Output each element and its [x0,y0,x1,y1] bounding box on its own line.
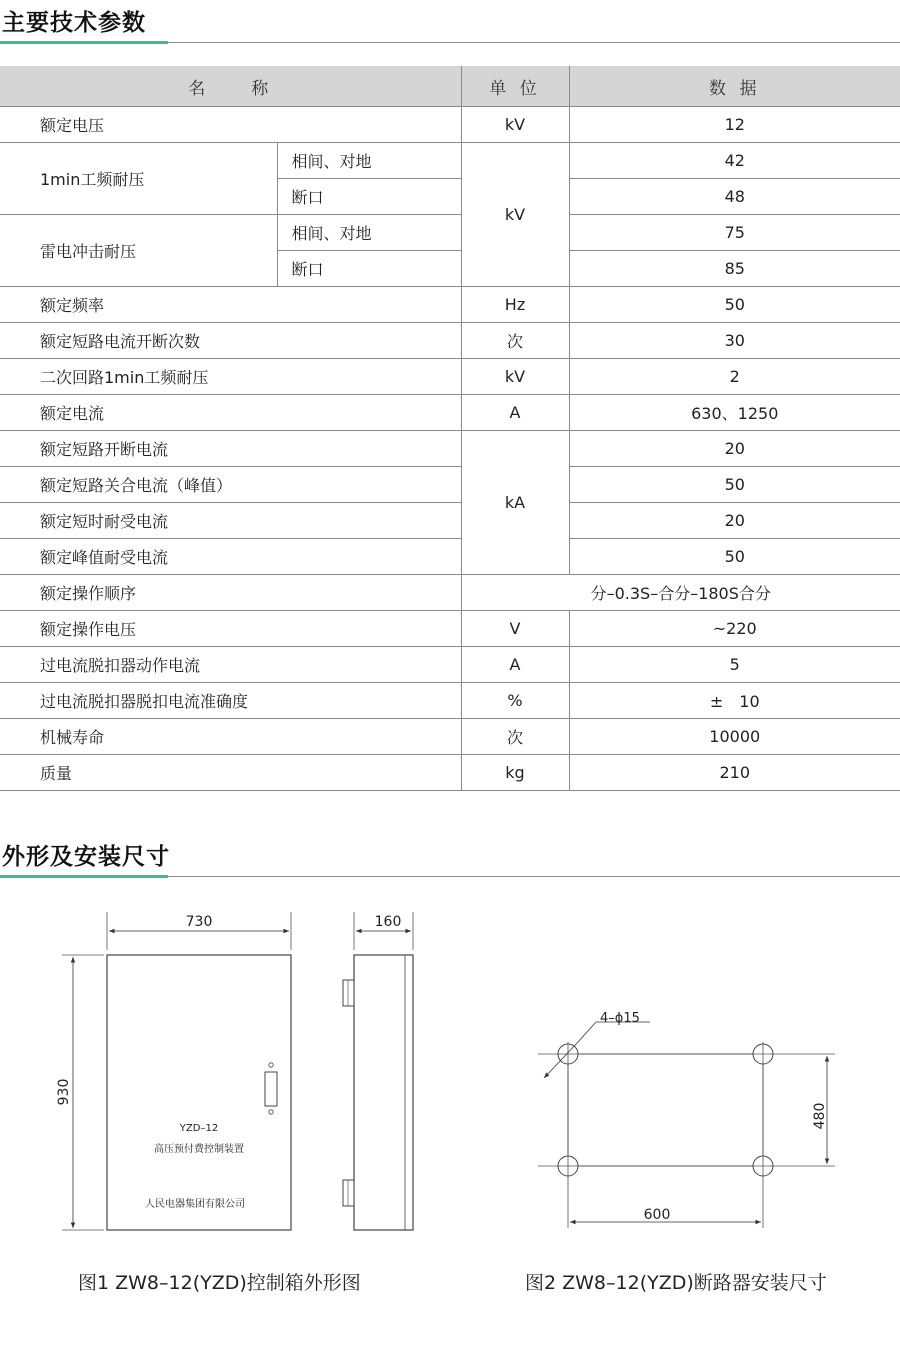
row-name: 过电流脱扣器动作电流 [0,647,461,683]
row-name: 额定电压 [0,107,461,143]
table-row [0,503,900,539]
box-front [107,955,291,1230]
table-row [0,755,900,791]
table-row [0,395,900,431]
row-subname: 断口 [277,251,461,287]
row-subname: 相间、对地 [277,143,461,179]
row-unit: kV [461,107,569,143]
table-row [0,575,900,611]
table-row [0,719,900,755]
row-unit: kV [461,359,569,395]
row-value: 85 [569,251,900,287]
row-unit: Hz [461,287,569,323]
figure2-caption: 图2 ZW8–12(YZD)断路器安装尺寸 [525,1272,827,1294]
row-name: 额定短时耐受电流 [0,503,461,539]
table-row [0,611,900,647]
box-side [354,955,413,1230]
row-name: 额定频率 [0,287,461,323]
row-name: 1min工频耐压 [0,143,277,215]
row-name: 过电流脱扣器脱扣电流准确度 [0,683,461,719]
row-unit: % [461,683,569,719]
table-row [0,143,900,179]
row-unit: kA [461,431,569,575]
row-value: 30 [569,323,900,359]
row-name: 额定操作电压 [0,611,461,647]
mounting-base [568,1054,763,1166]
table-row [0,431,900,467]
row-value: 12 [569,107,900,143]
spec-table [0,66,900,791]
panel-model: YZD–12 [179,1123,219,1134]
header-unit: 单 位 [461,66,569,107]
row-name: 额定电流 [0,395,461,431]
table-row [0,287,900,323]
table-row [0,107,900,143]
table-row [0,359,900,395]
section-title-dimensions: 外形及安装尺寸 [2,844,170,870]
row-name: 额定短路开断电流 [0,431,461,467]
table-row [0,683,900,719]
door-lock [265,1072,277,1106]
row-value: 20 [569,431,900,467]
row-unit: kg [461,755,569,791]
mounting-drawing [450,990,900,1240]
row-value: 630、1250 [569,395,900,431]
row-value: 50 [569,539,900,575]
row-name: 质量 [0,755,461,791]
dim-vertical: 480 [812,1102,828,1130]
row-name: 额定短路关合电流（峰值） [0,467,461,503]
row-value: 20 [569,503,900,539]
table-row [0,467,900,503]
row-value: 75 [569,215,900,251]
row-unit: A [461,647,569,683]
row-name: 雷电冲击耐压 [0,215,277,287]
row-unit: 次 [461,323,569,359]
row-unit: kV [461,143,569,287]
title-accent [0,875,168,878]
row-value: 2 [569,359,900,395]
row-value: 50 [569,287,900,323]
table-row [0,215,900,251]
row-value: 48 [569,179,900,215]
title-accent [0,41,168,44]
header-value: 数 据 [569,66,900,107]
control-box-drawing [0,900,450,1250]
row-name: 机械寿命 [0,719,461,755]
row-name: 额定短路电流开断次数 [0,323,461,359]
hole-label: 4–ϕ15 [600,1011,640,1026]
row-subname: 断口 [277,179,461,215]
dim-width: 730 [185,914,213,930]
table-row [0,539,900,575]
row-value: 210 [569,755,900,791]
table-row [0,323,900,359]
dim-height: 930 [56,1078,72,1106]
figure1-caption: 图1 ZW8–12(YZD)控制箱外形图 [78,1272,361,1294]
hinge-bottom [343,1180,354,1206]
panel-name: 高压预付费控制装置 [154,1144,244,1155]
row-name: 二次回路1min工频耐压 [0,359,461,395]
row-name: 额定峰值耐受电流 [0,539,461,575]
row-unit: 次 [461,719,569,755]
table-header [0,66,900,107]
table-row [0,647,900,683]
row-value: 5 [569,647,900,683]
hinge-top [343,980,354,1006]
row-subname: 相间、对地 [277,215,461,251]
dim-horizontal: 600 [643,1207,671,1223]
section-title-tech-params: 主要技术参数 [2,10,146,36]
row-unit: A [461,395,569,431]
row-value: ~220 [569,611,900,647]
dim-depth: 160 [374,914,402,930]
row-unit: V [461,611,569,647]
header-name: 名 称 [0,66,461,107]
row-value: 10000 [569,719,900,755]
row-value: 42 [569,143,900,179]
row-name: 额定操作顺序 [0,575,461,611]
panel-maker: 人民电器集团有限公司 [145,1199,245,1210]
row-value: 50 [569,467,900,503]
row-value: 分–0.3S–合分–180S合分 [461,575,900,611]
row-value: ± 10 [569,683,900,719]
